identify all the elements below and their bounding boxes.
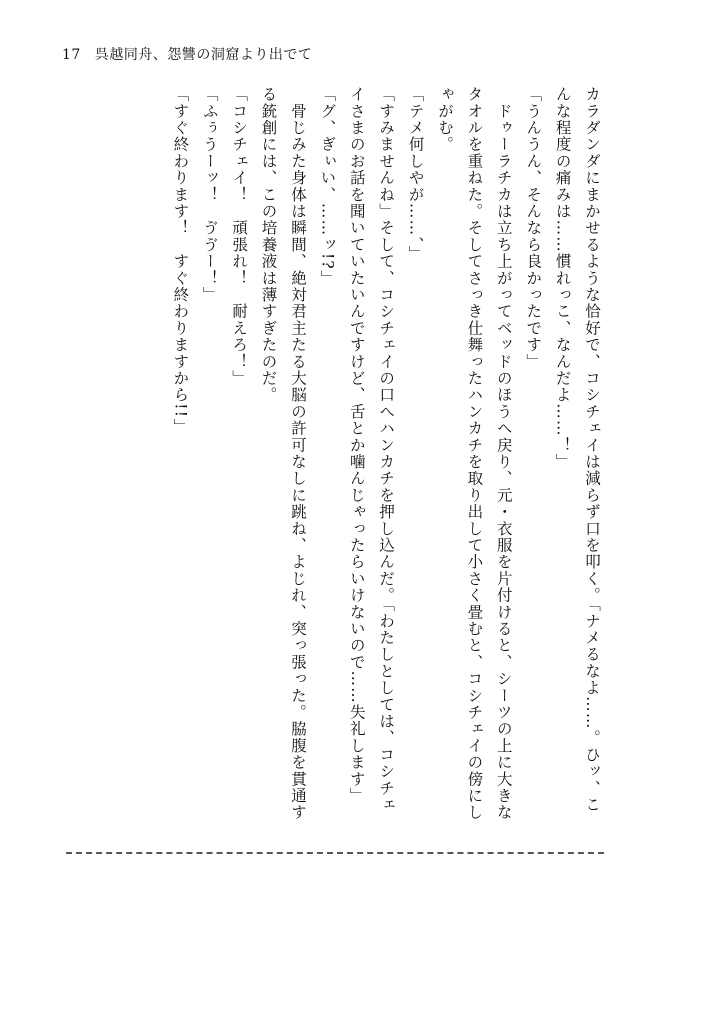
chapter-title: 呉越同舟、怨讐の洞窟より出でて (94, 47, 313, 63)
page-number: 17 (62, 47, 81, 63)
footer-rule (66, 852, 604, 854)
paragraph: 「テメ何しやが……、」 (406, 86, 425, 262)
paragraph: 「グ、ぎぃい、……ッ!?」 (318, 86, 337, 287)
paragraph: 「すぐ終わります！ すぐ終わりますから!!」 (171, 86, 190, 435)
paragraph: カラダンダにまかせるような恰好で、コシチェイは減らず口を叩く。「ナメるなよ……。ひッ、こんな程度の痛みは……慣れっこ、なんだよ……！」 (553, 86, 601, 814)
paragraph: 「コシチェイ！ 頑張れ！ 耐えろ！」 (230, 86, 249, 387)
paragraph: ドゥーラチカは立ち上がってベッドのほうへ戻り、元・衣服を片付けると、シーツの上に大きなタオルを重ねた。そしてさっき仕舞ったハンカチを取り出して小さく畳むと、コシチェイの傍にしゃがむ。 (435, 86, 513, 821)
running-head (62, 44, 622, 64)
paragraph: 「ふぅうーッ！ ゔゔー！」 (200, 86, 219, 304)
paragraph: 「すみませんね」そして、コシチェイの口へハンカチを押し込んだ。「わたしとしては、コシチェイさまのお話を聞いていたいんですけど、舌とか噛んじゃったらいけないので……失礼します」 (347, 86, 396, 814)
paragraph: 「うんうん、そんなら良かったです」 (524, 86, 543, 370)
vertical-text-body (106, 86, 606, 826)
paragraph: 骨じみた身体は瞬間、絶対君主たる大脳の許可なしに跳ね、よじれ、突っ張った。脇腹を貫通する銃創には、この培養液は薄すぎたのだ。 (259, 86, 307, 821)
